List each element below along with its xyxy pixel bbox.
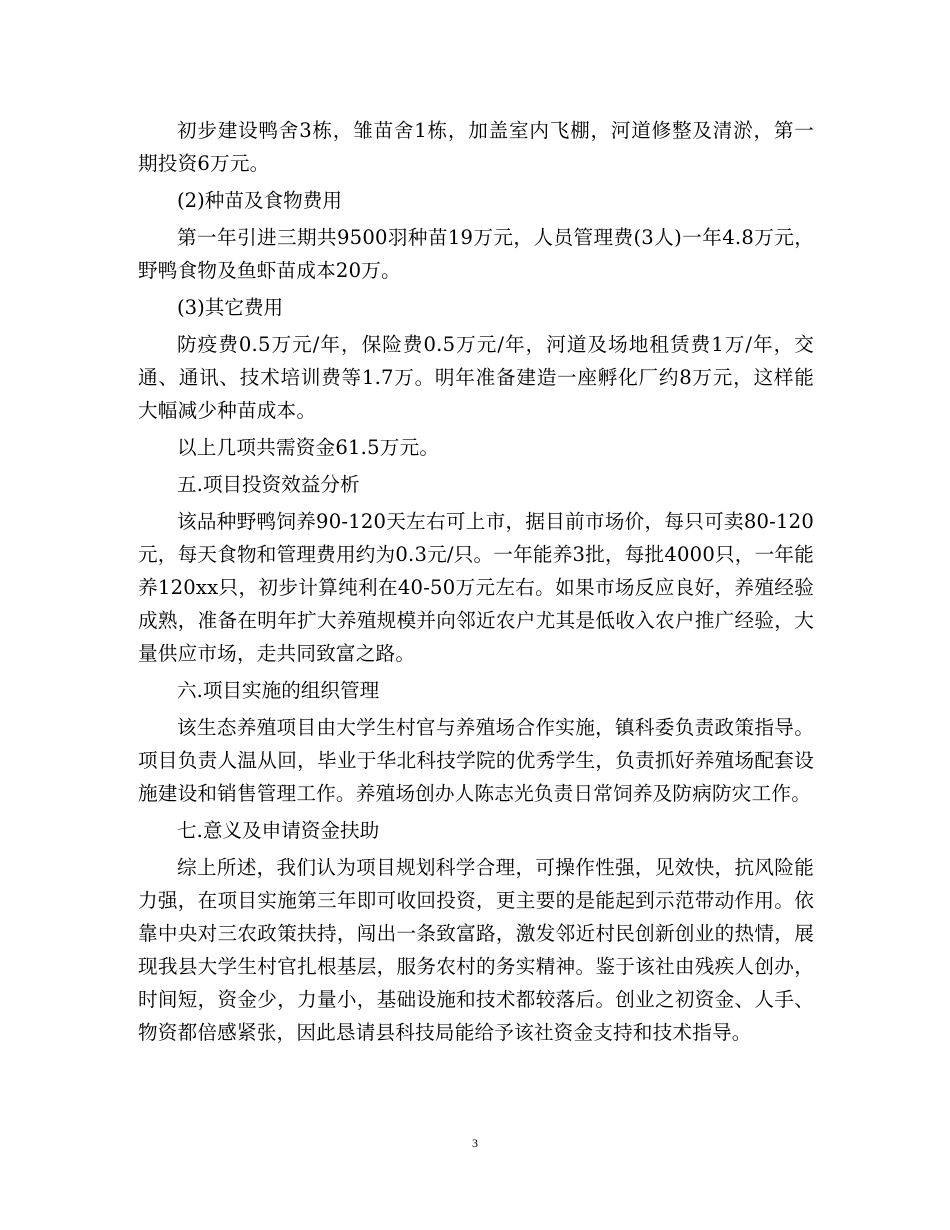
paragraph-other-costs: 防疫费0.5万元/年，保险费0.5万元/年，河道及场地租赁费1万/年，交通、通讯、技术培训费等1.7万。明年准备建造一座孵化厂约8万元，这样能大幅减少种苗成本。 [138,333,814,422]
paragraph-phase-one-investment: 初步建设鸭舍3栋，雏苗舍1栋，加盖室内飞棚，河道修整及清淤，第一期投资6万元。 [138,119,814,175]
paragraph-seedling-food-cost: 第一年引进三期共9500羽种苗19万元，人员管理费(3人)一年4.8万元，野鸭食物及鱼虾苗成本20万。 [138,226,814,282]
page-number: 3 [472,1136,478,1150]
subheading-other-costs: (3)其它费用 [177,296,284,319]
section-heading-benefit-analysis: 五.项目投资效益分析 [177,473,360,496]
paragraph-total-funds: 以上几项共需资金61.5万元。 [177,436,440,459]
document-body [138,114,814,1053]
section-heading-organization: 六.项目实施的组织管理 [177,679,380,702]
section-heading-significance-funding: 七.意义及申请资金扶助 [177,819,380,842]
subheading-seedling-food-cost: (2)种苗及食物费用 [177,189,342,212]
paragraph-organization: 该生态养殖项目由大学生村官与养殖场合作实施，镇科委负责政策指导。项目负责人温从回，毕业于华北科技学院的优秀学生，负责抓好养殖场配套设施建设和销售管理工作。养殖场创办人陈志光负责日常饲养及防病防灾工作。 [138,716,814,805]
paragraph-benefit-analysis: 该品种野鸭饲养90-120天左右可上市，据目前市场价，每只可卖80-120元，每天食物和管理费用约为0.3元/只。一年能养3批，每批4000只，一年能养120xx只，初步计算纯利在40-50万元左右。如果市场反应良好，养殖经验成熟，准备在明年扩大养殖规模并向邻近农户尤其是低收入农户推广经验，大量供应市场，走共同致富之路。 [138,510,814,665]
paragraph-significance-funding: 综上所述，我们认为项目规划科学合理，可操作性强，见效快，抗风险能力强，在项目实施第三年即可收回投资，更主要的是能起到示范带动作用。依靠中央对三农政策扶持，闯出一条致富路，激发邻近村民创新创业的热情，展现我县大学生村官扎根基层，服务农村的务实精神。鉴于该社由残疾人创办，时间短，资金少，力量小，基础设施和技术都较落后。创业之初资金、人手、物资都倍感紧张，因此恳请县科技局能给予该社资金支持和技术指导。 [138,856,814,1044]
